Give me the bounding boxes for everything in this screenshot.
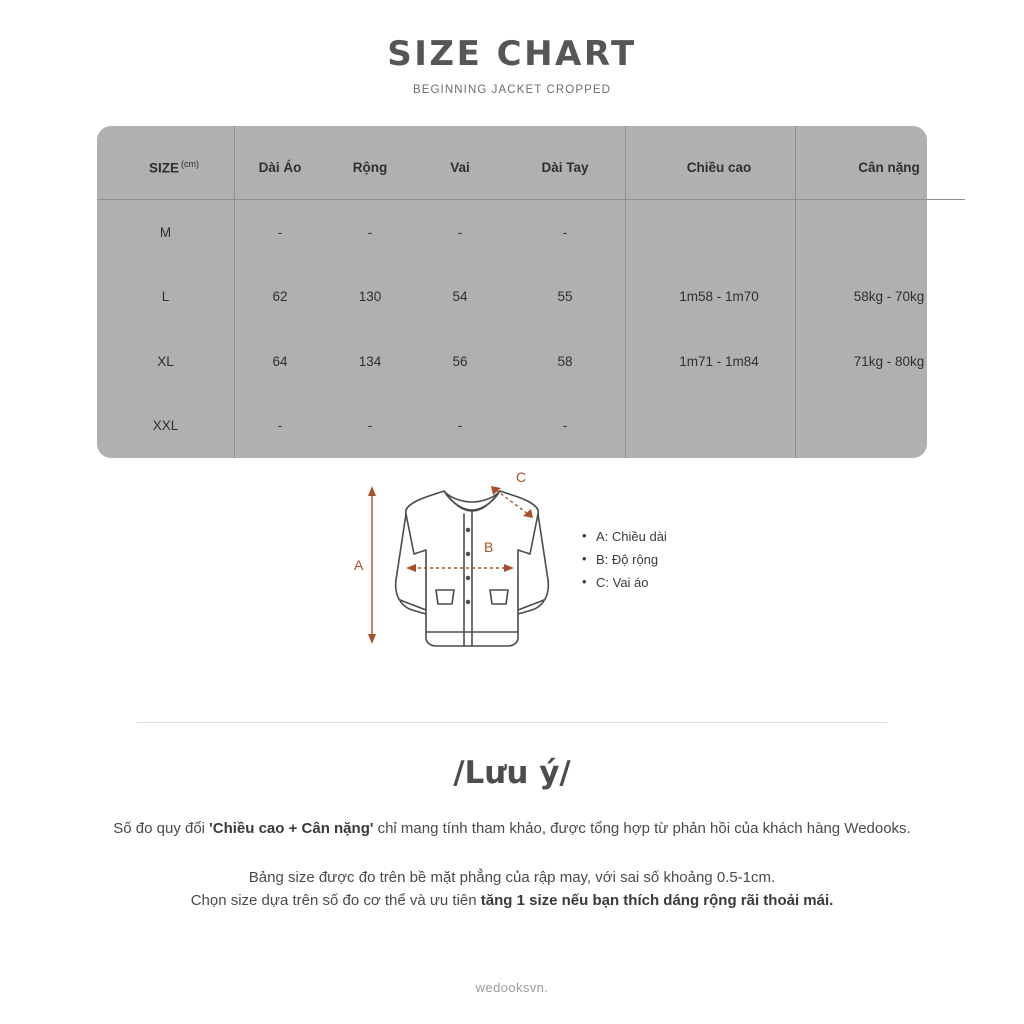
legend-item-c: • C: Vai áo [582, 573, 667, 592]
note-1-bold: 'Chiều cao + Cân nặng' [209, 820, 374, 837]
cell-dai-tay: 55 [557, 289, 573, 305]
cell-can-nang [796, 393, 966, 458]
table-row [97, 200, 965, 265]
diagram-legend [582, 527, 667, 596]
cell-rong: - [367, 418, 373, 434]
cell-rong: 130 [358, 289, 382, 305]
header-vai: Vai [415, 126, 505, 200]
cell-vai: 54 [452, 289, 468, 305]
header-rong: Rộng [325, 126, 415, 200]
measure-c-arrow [496, 490, 528, 514]
legend-item-b: • B: Độ rộng [582, 550, 667, 569]
cell-dai-ao: 64 [235, 329, 326, 393]
note-line-3 [102, 889, 922, 912]
note-1-pre: Số đo quy đổi [113, 820, 210, 837]
header-chieu-cao: Chiều cao [626, 126, 796, 200]
cell-dai-ao: 62 [235, 265, 326, 329]
table-row [97, 329, 965, 393]
cell-can-nang: 58kg - 70kg [796, 265, 966, 329]
header-dai-tay: Dài Tay [505, 126, 626, 200]
cell-chieu-cao [626, 200, 796, 265]
header-size-label: SIZE [148, 160, 179, 176]
section-divider [137, 722, 887, 723]
cell-dai-ao: - [235, 393, 326, 458]
cell-vai: 56 [452, 353, 468, 369]
legend-item-a: • A: Chiều dài [582, 527, 667, 546]
notes-title: /Lưu ý/ [453, 755, 571, 791]
measure-b-label: B [484, 539, 494, 555]
size-table [97, 126, 965, 458]
cell-size: XXL [152, 418, 179, 434]
jacket-buttons [466, 528, 470, 604]
note-line-1 [102, 817, 922, 840]
cell-dai-tay: - [562, 224, 568, 240]
cell-size: XL [157, 353, 174, 369]
cell-rong: 134 [358, 353, 382, 369]
table-row [97, 265, 965, 329]
cell-dai-ao: - [235, 200, 326, 265]
note-line-2: Bảng size được đo trên bề mặt phẳng của rập may, với sai số khoảng 0.5-1cm. [248, 869, 776, 886]
note-3-bold: tăng 1 size nếu bạn thích dáng rộng rãi thoải mái. [480, 892, 834, 909]
header-size [97, 126, 235, 200]
cell-vai: - [457, 224, 463, 240]
note-3-pre: Chọn size dựa trên số đo cơ thể và ưu tiên [190, 892, 481, 909]
note-1-post: chỉ mang tính tham khảo, được tổng hợp từ phản hồi của khách hàng Wedooks. [373, 820, 911, 837]
measure-c-label: C [516, 470, 527, 485]
table-row [97, 393, 965, 458]
cell-size: M [159, 224, 172, 240]
cell-can-nang: 71kg - 80kg [796, 329, 966, 393]
page-subtitle: BEGINNING JACKET CROPPED [412, 84, 612, 96]
size-table-head [97, 126, 965, 200]
size-table-card [97, 126, 927, 458]
footer-brand: wedooksvn. [475, 980, 549, 995]
header-dai-ao: Dài Áo [235, 126, 326, 200]
page-title: SIZE CHART [387, 34, 637, 74]
cell-dai-tay: 58 [557, 353, 573, 369]
header-can-nang: Cân nặng [796, 126, 966, 200]
cell-size: L [161, 289, 170, 305]
size-table-body [97, 200, 965, 459]
cell-chieu-cao: 1m71 - 1m84 [626, 329, 796, 393]
measure-a-label: A [354, 557, 364, 573]
notes-section [0, 755, 1024, 912]
note-spacer [0, 840, 1024, 866]
cell-dai-tay: - [562, 418, 568, 434]
cell-rong: - [367, 224, 373, 240]
cell-chieu-cao: 1m58 - 1m70 [626, 265, 796, 329]
cell-vai: - [457, 418, 463, 434]
table-header-row [97, 126, 965, 200]
cell-can-nang [796, 200, 966, 265]
page-header [0, 0, 1024, 96]
cell-chieu-cao [626, 393, 796, 458]
header-size-unit: (cm) [181, 158, 199, 169]
